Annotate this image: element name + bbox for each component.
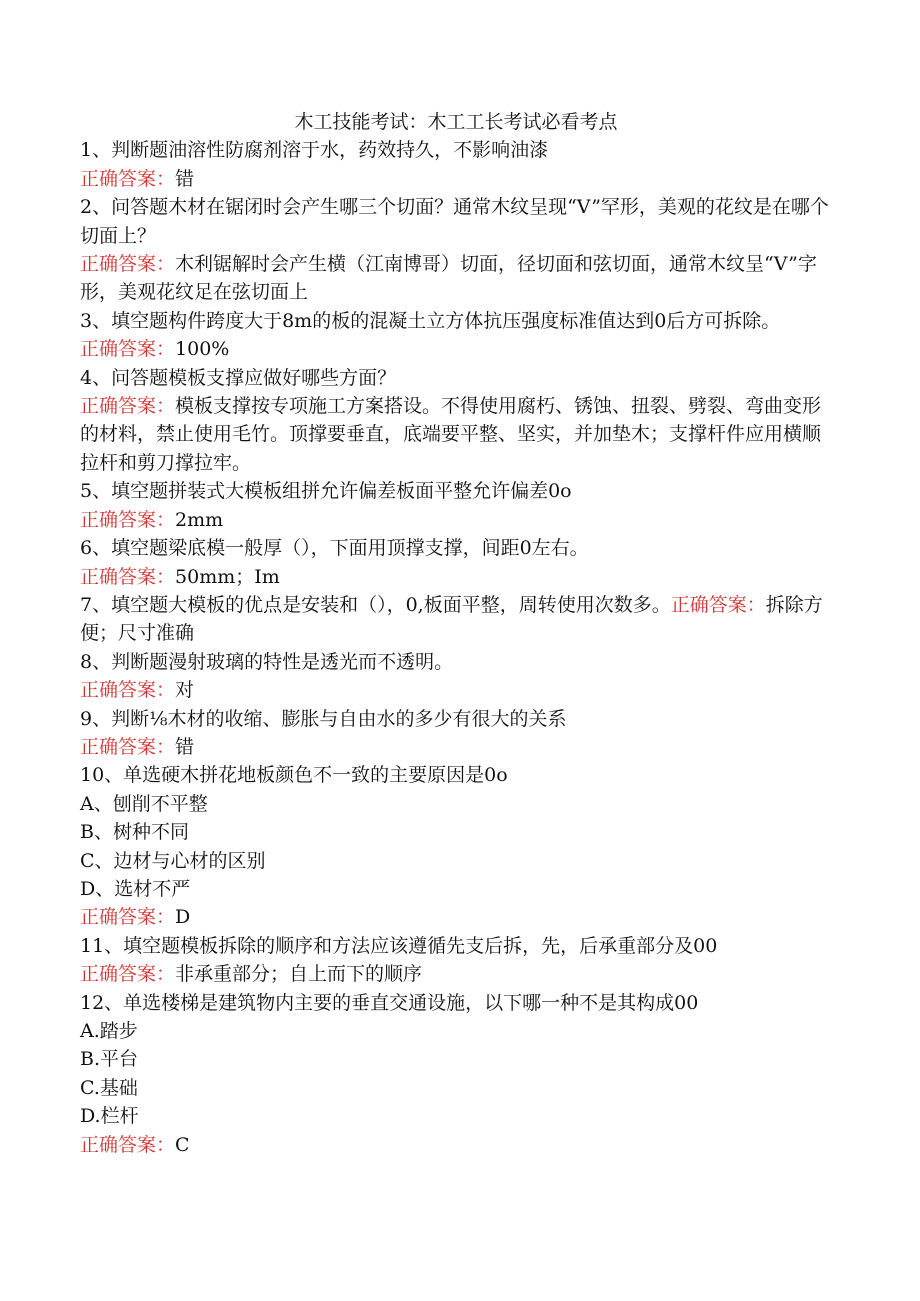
answer-2	[80, 250, 832, 307]
answer-label-part-b: 案：	[727, 593, 766, 616]
option-12-c: C.基础	[80, 1076, 138, 1099]
question-8: 8、判断题漫射玻璃的特性是透光而不透明。	[80, 650, 454, 673]
answer-label: 正确答案：	[80, 679, 176, 702]
answer-label: 正确答案：	[80, 167, 176, 190]
question-7	[80, 591, 832, 648]
question-5: 5、填空题拼装式大模板组拼允许偏差板面平整允许偏差0o	[80, 480, 572, 503]
question-9: 9、判断⅛木材的收缩、膨胀与自由水的多少有很大的关系	[80, 707, 567, 730]
answer-label: 正确答案：	[80, 508, 176, 531]
answer-label: 正确答案：	[80, 565, 176, 588]
answer-value: 2mm	[175, 508, 224, 531]
answer-value: 错	[175, 735, 195, 758]
answer-3	[80, 335, 832, 363]
option-12-b: B.平台	[80, 1048, 139, 1071]
answer-value: 拆除方便；尺寸准确	[80, 593, 823, 645]
answer-5	[80, 506, 832, 534]
answer-value: 100%	[175, 338, 230, 361]
question-10: 10、单选硬木拼花地板颜色不一致的主要原因是0o	[80, 764, 508, 787]
answer-value: 木利锯解时会产生横（江南博哥）切面，径切面和弦切面，通常木纹呈“V”字形，美观花纹足在弦切面上	[80, 253, 817, 304]
answer-label: 正确答案：	[80, 1133, 176, 1156]
option-12-a: A.踏步	[80, 1020, 138, 1042]
answer-9	[80, 733, 832, 761]
answer-value: D	[175, 906, 191, 929]
answer-11	[80, 960, 832, 988]
question-1: 1、判断题油溶性防腐剂溶于水，药效持久，不影响油漆	[80, 139, 549, 162]
answer-label: 正确答案：	[80, 963, 176, 986]
question-3: 3、填空题构件跨度大于8m的板的混凝土立方体抗压强度标准值达到0后方可拆除。	[80, 309, 781, 332]
question-7-text: 7、填空题大模板的优点是安装和（），0,板面平整，周转使用次数多。	[80, 593, 671, 616]
option-12-d: D.栏杆	[80, 1105, 139, 1128]
answer-10	[80, 903, 832, 931]
question-12: 12、单选楼梯是建筑物内主要的垂直交通设施，以下哪一种不是其构成00	[80, 991, 699, 1014]
answer-value: 非承重部分；自上而下的顺序	[175, 963, 423, 986]
question-11: 11、填空题模板拆除的顺序和方法应该遵循先支后拆，先，后承重部分及00	[80, 934, 718, 957]
answer-value: 50mm；Im	[175, 565, 280, 588]
option-10-b: B、树种不同	[80, 821, 189, 844]
question-4: 4、问答题模板支撑应做好哪些方面？	[80, 366, 397, 389]
answer-label: 正确答案：	[80, 735, 176, 758]
document-page	[80, 108, 832, 1159]
answer-value: 模板支撑按专项施工方案搭设。不得使用腐朽、锈蚀、扭裂、劈裂、弯曲变形的材料，禁止使用毛竹。顶撑要垂直，底端要平整、坚实，并加垫木；支撑杆件应用横顺拉杆和剪刀撑拉牢。	[80, 395, 822, 474]
answer-12	[80, 1131, 832, 1159]
answer-value: C	[175, 1133, 190, 1156]
answer-label: 正确答案：	[80, 906, 176, 929]
answer-label: 正确答案：	[80, 395, 176, 418]
option-10-d: D、选材不严	[80, 877, 191, 900]
answer-8	[80, 676, 832, 704]
answer-6	[80, 563, 832, 591]
question-2: 2、问答题木材在锯闭时会产生哪三个切面？通常木纹呈现“V”罕形，美观的花纹是在哪个切面上？	[80, 196, 829, 247]
answer-label: 正确答案：	[80, 253, 176, 276]
question-6: 6、填空题梁底模一般厚（），下面用顶撑支撑，间距0左右。	[80, 537, 589, 560]
answer-4	[80, 392, 832, 477]
answer-value: 错	[175, 167, 195, 190]
answer-1	[80, 165, 832, 193]
option-10-a: A、刨削不平整	[80, 792, 208, 815]
option-10-c: C、边材与心材的区别	[80, 849, 266, 872]
answer-label: 正确答案：	[80, 338, 176, 361]
answer-label-part-a: 正确答	[670, 593, 728, 616]
answer-value: 对	[175, 679, 195, 702]
document-title: 木工技能考试：木工工长考试必看考点	[294, 111, 618, 133]
